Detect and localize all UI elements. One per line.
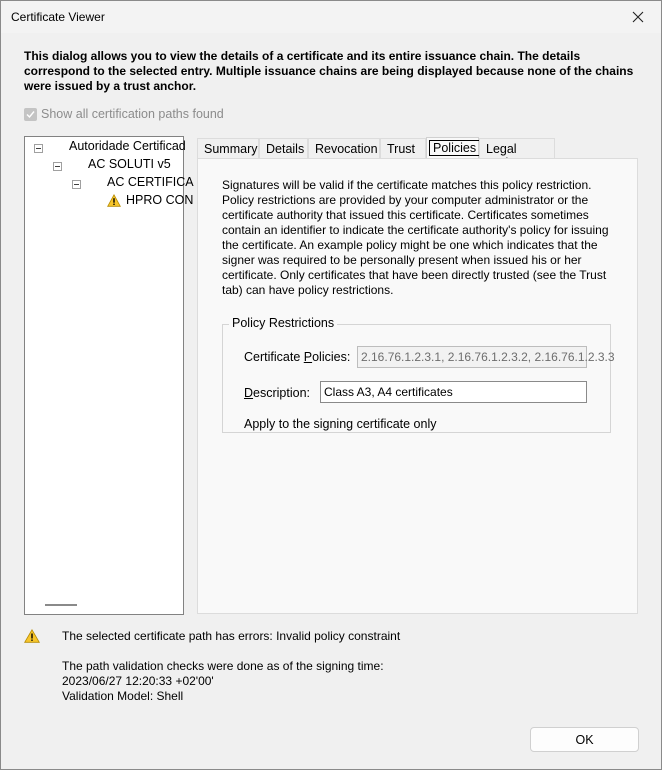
policies-description: Signatures will be valid if the certificate matches this policy restriction. Policy restrictions are provided by your computer administrator or the certificate authority that issued this certificate. Certificates sometimes contain an identifier to indicate the certificate authority's policy for issuing the certificate. An example policy might be one which indicates that the signer was required to be personally present when issued his or her certificate. Only certificates that have been directly trusted (see the Trust tab) can have policy restrictions.	[222, 178, 609, 297]
show-all-paths-checkbox[interactable]	[24, 107, 224, 121]
ok-button[interactable]: OK	[530, 727, 639, 752]
close-button[interactable]	[615, 1, 661, 33]
warning-icon	[107, 194, 121, 207]
collapse-icon[interactable]	[53, 162, 62, 171]
show-all-paths-label: Show all certification paths found	[41, 107, 224, 121]
tab-legal-notice[interactable]: Legal	[479, 138, 555, 158]
policy-restrictions-group	[222, 316, 615, 433]
validation-timestamp: 2023/06/27 12:20:33 +02'00'	[62, 674, 214, 688]
title-bar	[1, 1, 661, 33]
status-warning	[24, 629, 40, 643]
horizontal-scrollbar[interactable]	[45, 604, 77, 606]
group-label: Policy Restrictions	[229, 316, 337, 330]
window-title: Certificate Viewer	[11, 10, 105, 24]
tab-policies[interactable]	[426, 137, 479, 159]
description-field[interactable]: Class A3, A4 certificates	[320, 381, 587, 403]
validation-model: Validation Model: Shell	[62, 689, 184, 703]
policies-panel	[197, 158, 638, 614]
close-icon	[632, 11, 644, 23]
certificate-policies-field[interactable]: 2.16.76.1.2.3.1, 2.16.76.1.2.3.2, 2.16.76.1.2.3.3	[357, 346, 587, 368]
tree-node-intermediate[interactable]: AC SOLUTI v5	[88, 157, 171, 171]
intro-text: This dialog allows you to view the details of a certificate and its entire issuance chain. The details correspond to the selected entry. Multiple issuance chains are being displayed because none of the chains were issued by a trust anchor.	[24, 49, 634, 93]
collapse-icon[interactable]	[34, 144, 43, 153]
certificate-path-tree[interactable]	[24, 136, 194, 615]
tree-node-root[interactable]: Autoridade Certificad	[69, 139, 186, 153]
certificate-policies-label: Certificate Policies:	[244, 350, 351, 364]
description-label: Description:	[244, 386, 311, 400]
validation-note: The path validation checks were done as of the signing time:	[62, 659, 384, 673]
checkmark-icon	[26, 110, 35, 119]
status-message: The selected certificate path has errors: Invalid policy constraint	[62, 629, 401, 643]
tree-node-signer[interactable]: HPRO CON	[126, 193, 194, 207]
collapse-icon[interactable]	[72, 180, 81, 189]
tab-details[interactable]: Details	[259, 138, 308, 158]
checkbox-box[interactable]	[24, 108, 37, 121]
tab-revocation[interactable]: Revocation	[308, 138, 380, 158]
tab-trust[interactable]: Trust	[380, 138, 426, 158]
tree-node-issuer[interactable]: AC CERTIFICA	[107, 175, 194, 189]
warning-icon	[24, 629, 40, 643]
tab-policies-label: Policies	[429, 140, 480, 156]
apply-note: Apply to the signing certificate only	[244, 417, 437, 431]
tab-summary[interactable]: Summary	[197, 138, 259, 158]
